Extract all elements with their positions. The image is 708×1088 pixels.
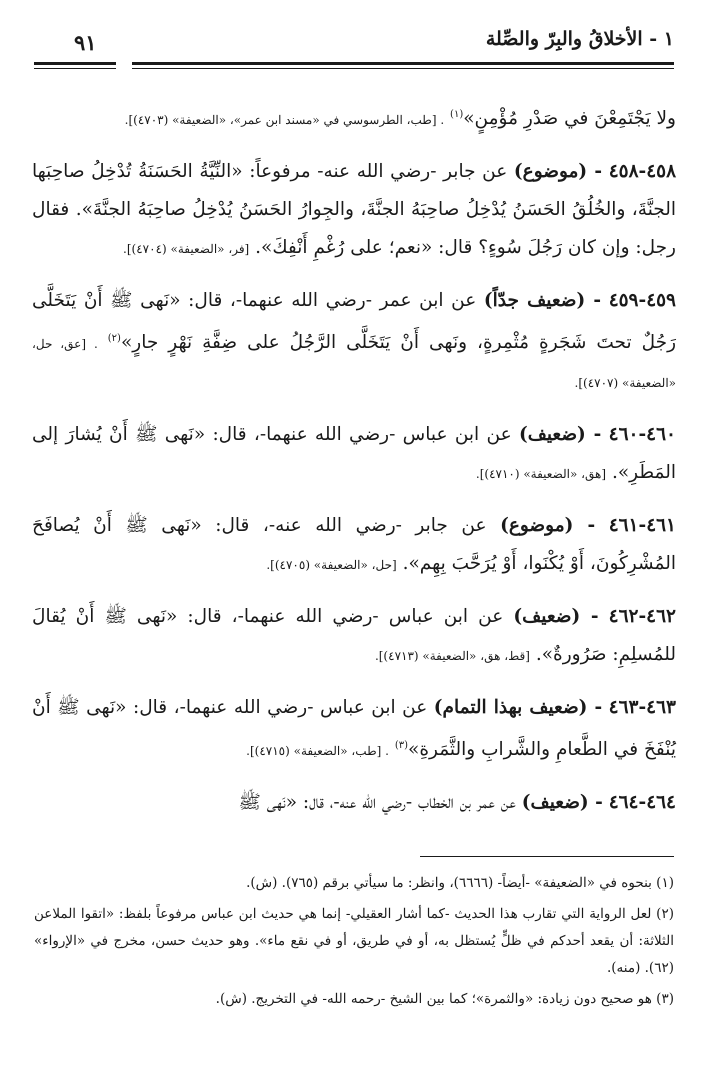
header-rule bbox=[132, 62, 674, 65]
hadith-entry bbox=[32, 507, 676, 584]
hadith-entry bbox=[32, 282, 676, 402]
footnote-ref: (٣) bbox=[394, 740, 409, 752]
hadith-grade: - (ضعيف) bbox=[518, 424, 602, 446]
header-rule-short bbox=[34, 62, 116, 65]
hadith-number: ٤٦٣-٤٦٣ bbox=[608, 697, 676, 719]
hadith-text: عن ابن عباس -رضي الله عنهما-، قال: «نَهى ﷺ أَنْ يُقالَ للمُسلِمِ: صَرُورةٌ». bbox=[32, 606, 676, 666]
hadith-text: عن ابن عباس -رضي الله عنهما-، قال: «نَهى ﷺ أَنْ يُنْفَخَ في الطَّعامِ والشَّرابِ والثَّمَرةِ» bbox=[32, 697, 676, 761]
hadith-entry bbox=[32, 689, 676, 770]
hadith-grade: - (موضوع) bbox=[500, 515, 596, 537]
hadith-text: عن ابن عمر -رضي الله عنهما-، قال: «نَهى ﷺ أَنْ يَتَخَلَّى رَجُلٌ تحتَ شَجَرةٍ مُثْمِرةٍ، ونَهى أَنْ يَتَخَلَّى الرَّجُلُ على ضِفَّةِ نَهْرٍ جارٍ» bbox=[32, 290, 677, 354]
footnote-ref: (١) bbox=[450, 109, 464, 120]
source-reference: . [طب، الطرسوسي في «مسند ابن عمر»، «الضعيفة» (٤٧٠٣)]. bbox=[124, 113, 445, 128]
hadith-number: ٤٥٩-٤٥٩ bbox=[608, 290, 676, 312]
hadith-grade: - (موضوع) bbox=[513, 161, 603, 183]
hadith-text: عن ابن عباس -رضي الله عنهما-، قال: «نَهى ﷺ أَنْ يُشارَ إلى المَطَرِ». bbox=[32, 424, 676, 484]
page-header bbox=[34, 22, 674, 72]
hadith-entry bbox=[32, 153, 676, 268]
body-text bbox=[32, 96, 676, 836]
hadith-number: ٤٦١-٤٦١ bbox=[608, 515, 676, 537]
footnote-separator bbox=[420, 856, 674, 857]
hadith-grade: - (ضعيف) bbox=[521, 792, 603, 814]
hadith-number: ٤٦٤-٤٦٤ bbox=[608, 792, 676, 814]
footnote-ref: (٢) bbox=[107, 333, 121, 345]
footnotes bbox=[34, 870, 674, 1017]
source-reference: . [عق، حل، «الضعيفة» (٤٧٠٧)]. bbox=[32, 337, 676, 391]
source-reference: [هق، «الضعيفة» (٤٧١٠)]. bbox=[475, 467, 607, 482]
hadith-grade: - (ضعيف بهذا التمام) bbox=[433, 697, 603, 719]
hadith-text: عن عمر بن الخطاب -رضي الله عنه-، قال: «نَهى ﷺ bbox=[238, 792, 516, 814]
footnote: (٣) هو صحيح دون زيادة: «والثمرة»؛ كما بين الشيخ -رحمه الله- في التخريج. (ش). bbox=[215, 991, 674, 1007]
page-number: ٩١ bbox=[74, 30, 97, 55]
running-title: ١ - الأخلاقُ والبِرّ والصِّلة bbox=[485, 28, 674, 50]
header-rule-thin bbox=[132, 68, 674, 69]
hadith-number: ٤٥٨-٤٥٨ bbox=[608, 161, 677, 183]
hadith-entry bbox=[32, 784, 676, 822]
source-reference: [قط، هق، «الضعيفة» (٤٧١٣)]. bbox=[374, 649, 530, 664]
source-reference: [حل، «الضعيفة» (٤٧٠٥)]. bbox=[266, 558, 397, 573]
hadith-number: ٤٦٠-٤٦٠ bbox=[608, 424, 676, 446]
hadith-text: ولا يَجْتَمِعْنَ في صَدْرِ مُؤْمِنٍ» bbox=[463, 108, 676, 130]
footnote: (٢) لعل الرواية التي تقارب هذا الحديث -كما أشار العقيلي- إنما هي حديث ابن عباس مرفوعاً بلفظ: «اتقوا الملاعن الثلاثة: أن يقعد أحدكم في ظلٍّ يُستظل به، أو في طريق، أو في نقع ماء». وهو حديث حسن، مخرج في «الإرواء» (٦٢). (منه). bbox=[34, 906, 674, 976]
source-reference: . [طب، «الضعيفة» (٤٧١٥)]. bbox=[246, 744, 389, 759]
hadith-entry bbox=[32, 598, 676, 675]
hadith-grade: - (ضعيف جدّاً) bbox=[483, 290, 602, 312]
hadith-text: عن جابر -رضي الله عنه-، قال: «نَهى ﷺ أَنْ يُصافَحَ المُشْرِكُونَ، أَوْ يُكْنَوا، أَوْ يُرَحَّبَ بِهِم». bbox=[32, 515, 676, 575]
hadith-text: عن جابر -رضي الله عنه- مرفوعاً: «النِّيَّةُ الحَسَنَةُ تُدْخِلُ صاحِبَها الجنَّةَ، والخُلُقُ الحَسَنُ يُدْخِلُ صاحِبَهُ الجنَّةَ، والجِوارُ الحَسَنُ يُدْخِلُ صاحِبَهُ الجنَّةَ». فقال رجل: وإن كان رَجُلَ سُوءٍ؟ قال: «نعم؛ على رُغْمِ أَنْفِكَ». bbox=[32, 161, 676, 259]
source-reference: [فر، «الضعيفة» (٤٧٠٤)]. bbox=[123, 242, 250, 257]
hadith-number: ٤٦٢-٤٦٢ bbox=[608, 606, 676, 628]
hadith-entry bbox=[32, 416, 676, 493]
header-rule-short-thin bbox=[34, 68, 116, 69]
hadith-grade: - (ضعيف) bbox=[513, 606, 599, 628]
paragraph bbox=[32, 96, 676, 139]
footnote: (١) بنحوه في «الضعيفة» -أيضاً- (٦٦٦٦)، وانظر: ما سيأتي برقم (٧٦٥). (ش). bbox=[246, 875, 674, 891]
